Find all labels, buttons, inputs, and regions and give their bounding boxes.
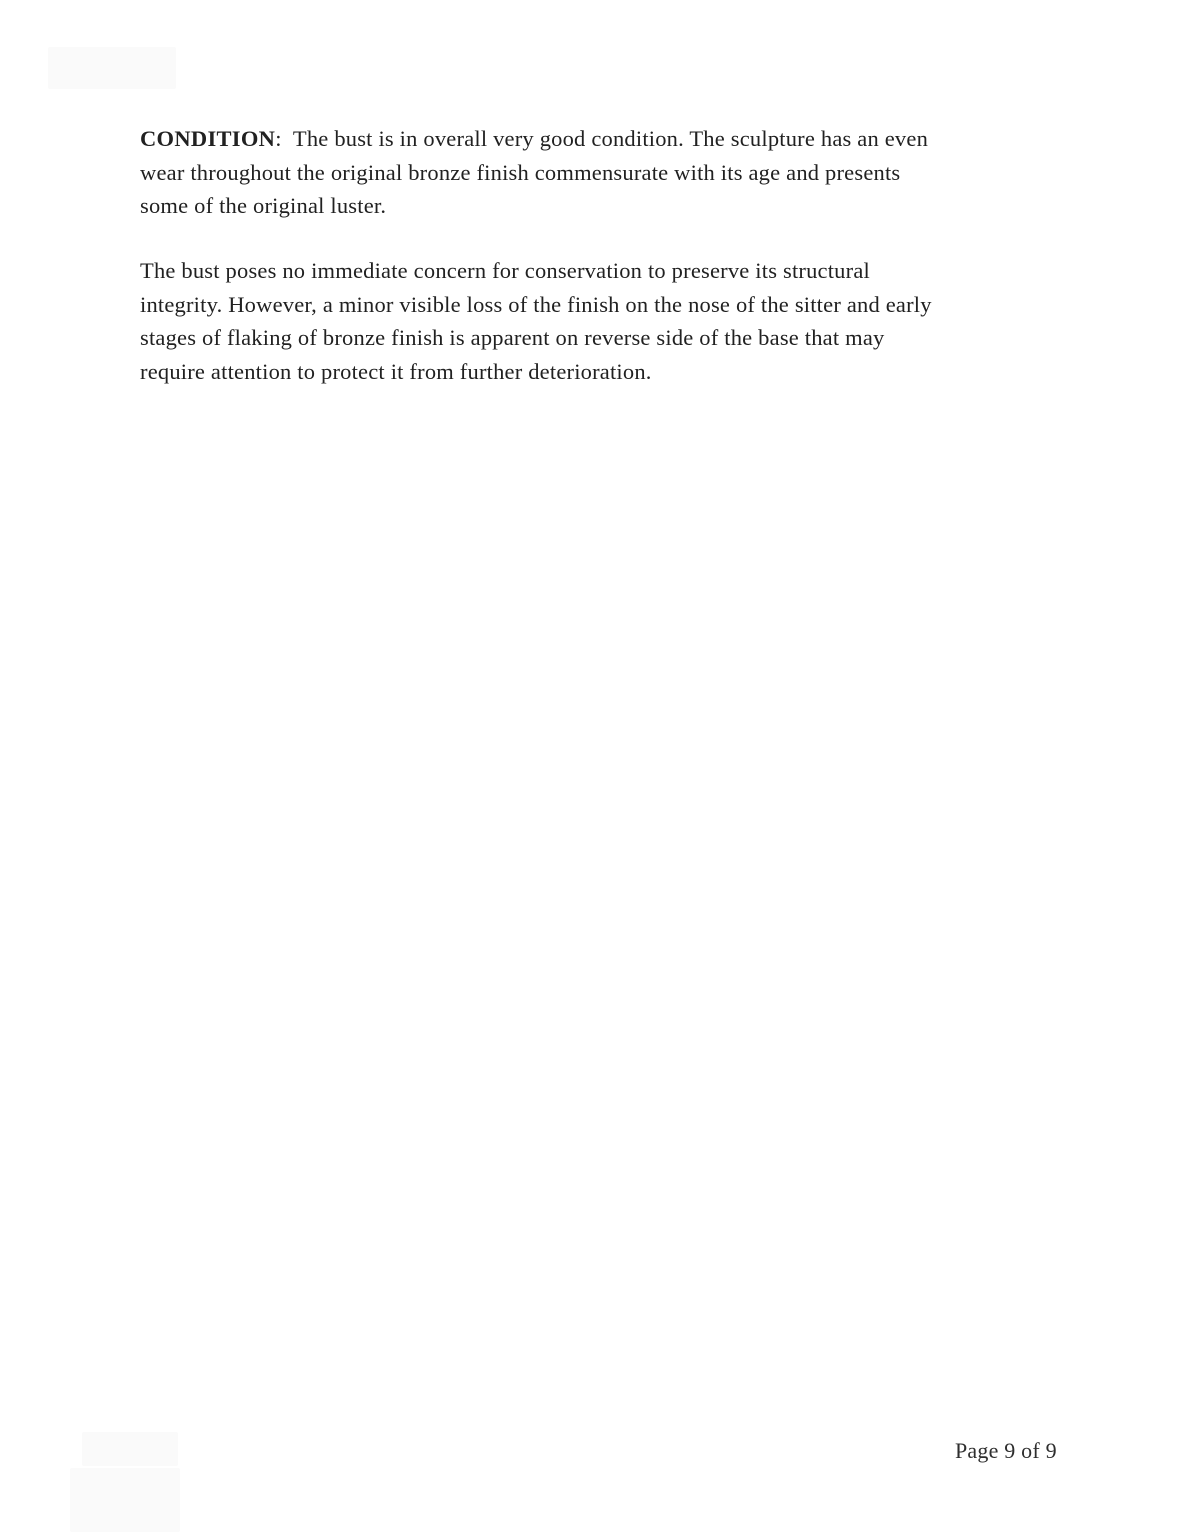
paragraph-line: integrity. However, a minor visible loss of the finish on the nose of the sitter and early [140, 291, 932, 317]
scan-artifact [82, 1432, 178, 1466]
paragraph-line: require attention to protect it from further deterioration. [140, 358, 652, 384]
conservation-paragraph [140, 254, 1040, 388]
scan-artifact [70, 1468, 180, 1532]
paragraph-line: wear throughout the original bronze finish commensurate with its age and presents [140, 159, 901, 185]
paragraph-line [140, 122, 1040, 156]
paragraph-line: some of the original luster. [140, 193, 387, 218]
paragraph-text: : The bust is in overall very good condition. The sculpture has an even [275, 126, 929, 151]
paragraph-line: stages of flaking of bronze finish is apparent on reverse side of the base that may [140, 325, 885, 350]
scan-artifact [48, 47, 176, 89]
condition-paragraph [140, 122, 1040, 223]
paragraph-line: The bust poses no immediate concern for conservation to preserve its structural [140, 258, 870, 283]
page-number: Page 9 of 9 [955, 1438, 1057, 1463]
condition-heading: CONDITION [140, 126, 276, 151]
